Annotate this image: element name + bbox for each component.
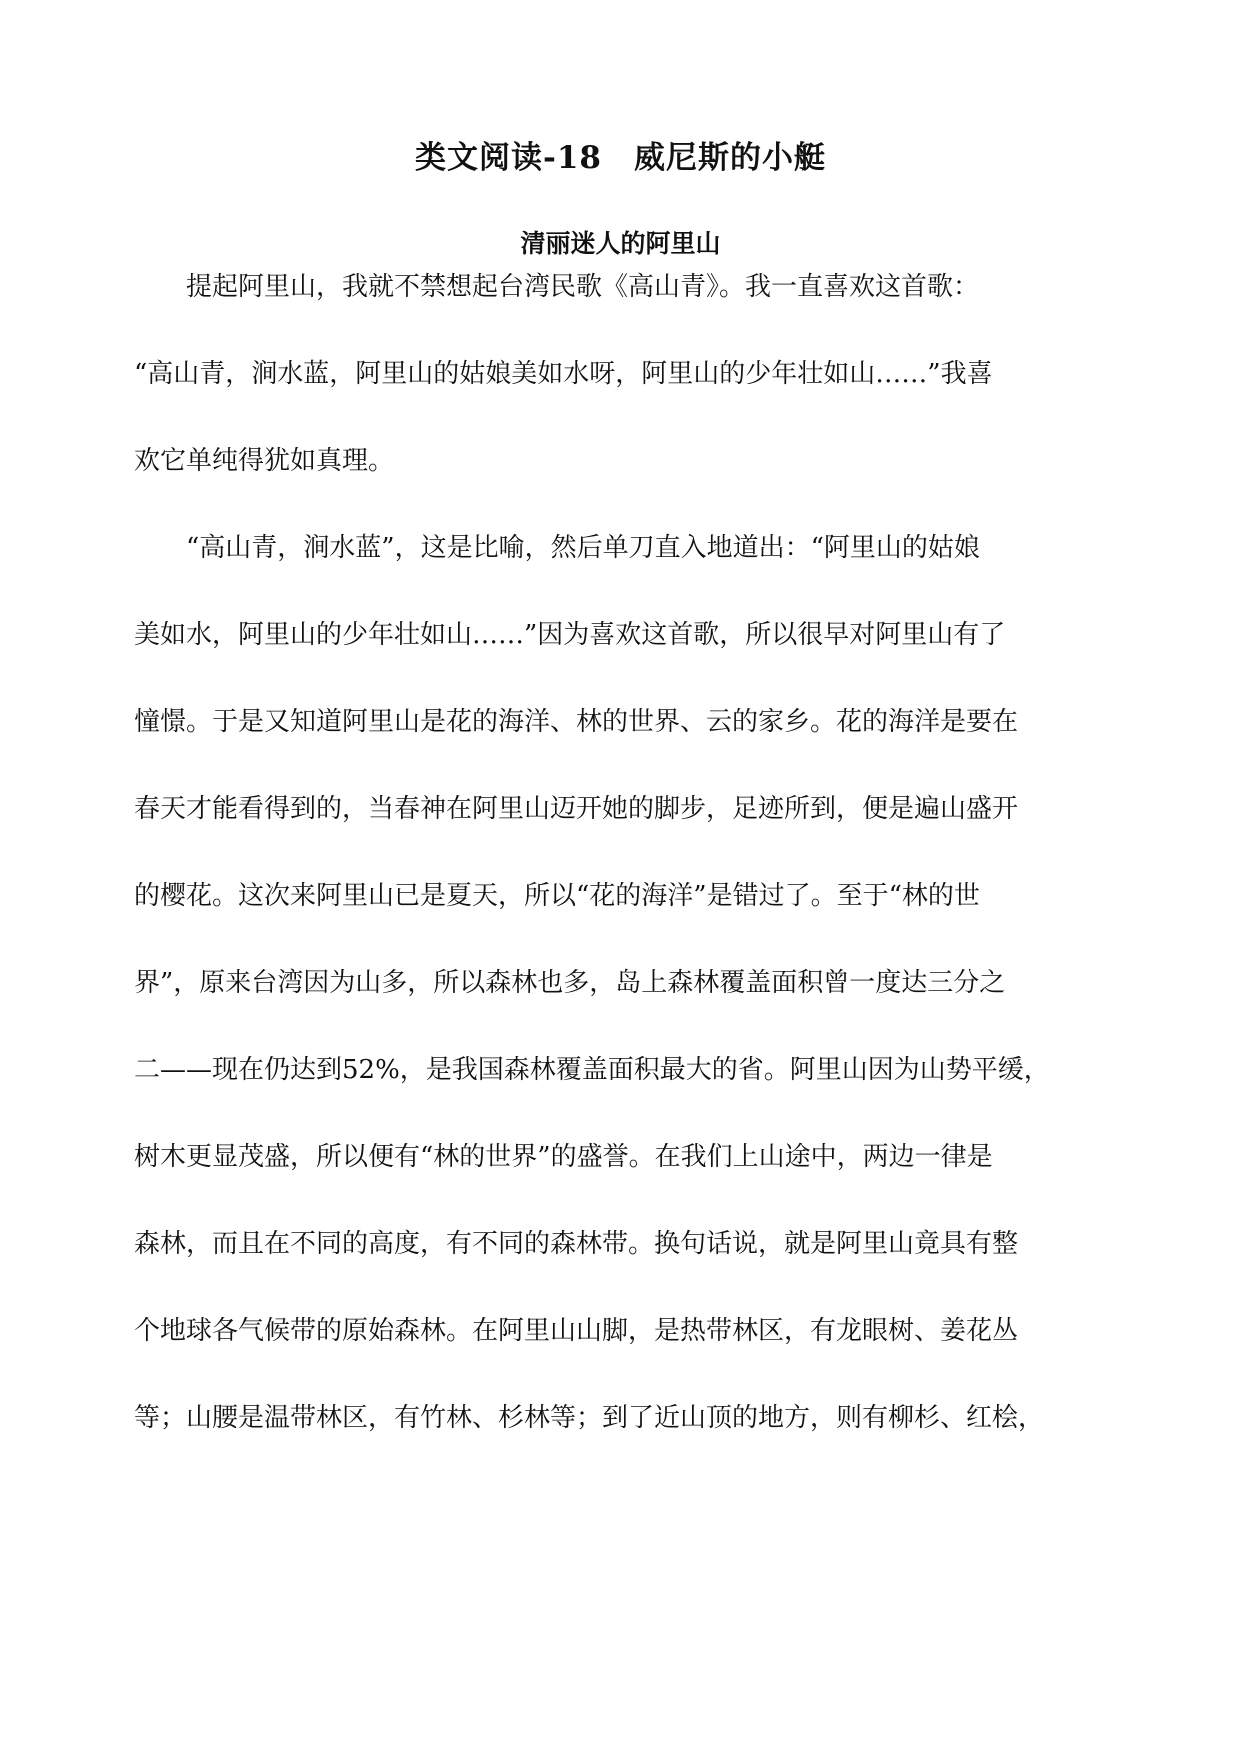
text-line: 界”，原来台湾因为山多，所以森林也多，岛上森林覆盖面积曾一度达三分之 xyxy=(134,968,1006,998)
text-line: 憧憬。于是又知道阿里山是花的海洋、林的世界、云的家乡。花的海洋是要在 xyxy=(134,707,1019,737)
text-line: 提起阿里山，我就不禁想起台湾民歌《高山青》。我一直喜欢这首歌： xyxy=(134,272,980,302)
text-line: 个地球各气候带的原始森林。在阿里山山脚，是热带林区，有龙眼树、姜花丛 xyxy=(134,1316,1019,1346)
text-line: 树木更显茂盛，所以便有“林的世界”的盛誉。在我们上山途中，两边一律是 xyxy=(134,1142,993,1172)
text-line: 美如水，阿里山的少年壮如山……”因为喜欢这首歌，所以很早对阿里山有了 xyxy=(134,620,1006,650)
text-line: 等；山腰是温带林区，有竹林、杉林等；到了近山顶的地方，则有柳杉、红桧， xyxy=(134,1403,1045,1433)
text-line: 森林，而且在不同的高度，有不同的森林带。换句话说，就是阿里山竟具有整 xyxy=(134,1229,1019,1259)
text-line: 的樱花。这次来阿里山已是夏天，所以“花的海洋”是错过了。至于“林的世 xyxy=(134,881,980,911)
text-line: “高山青，涧水蓝，阿里山的姑娘美如水呀，阿里山的少年壮如山……”我喜 xyxy=(134,359,993,389)
document-title: 类文阅读-18 威尼斯的小艇 xyxy=(414,140,826,176)
text-line: 二——现在仍达到52%，是我国森林覆盖面积最大的省。阿里山因为山势平缓， xyxy=(134,1055,1050,1085)
text-line: 欢它单纯得犹如真理。 xyxy=(134,446,395,476)
text-line: “高山青，涧水蓝”，这是比喻，然后单刀直入地道出：“阿里山的姑娘 xyxy=(134,533,980,563)
text-line: 春天才能看得到的，当春神在阿里山迈开她的脚步，足迹所到，便是遍山盛开 xyxy=(134,794,1019,824)
article-subtitle: 清丽迷人的阿里山 xyxy=(520,229,721,258)
